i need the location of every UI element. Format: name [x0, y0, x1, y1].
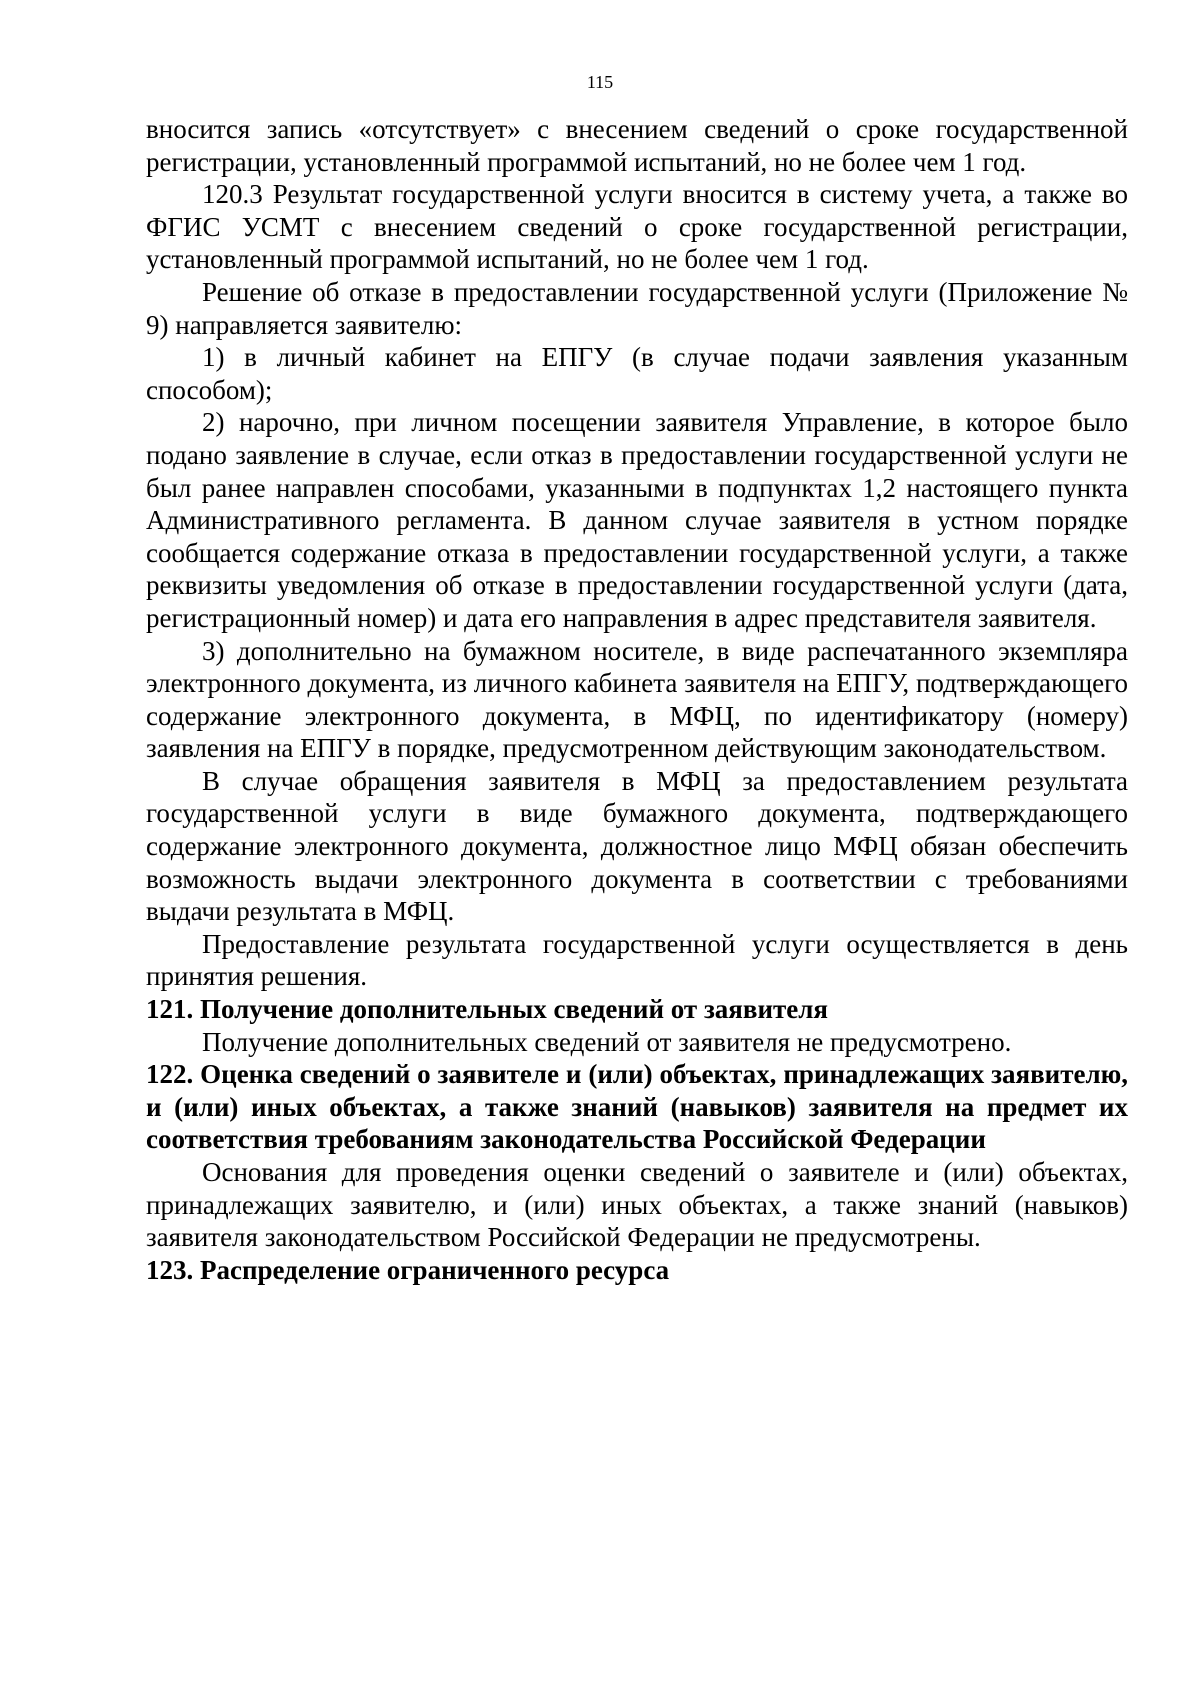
list-item-paragraph: 1) в личный кабинет на ЕПГУ (в случае подачи заявления указанным способом); [146, 342, 1128, 405]
list-item-paragraph: 2) нарочно, при личном посещении заявителя Управление, в которое было подано заявление в случае, если отказ в предоставлении государственной услуги не был ранее направлен способами, указанными в подпунктах 1,2 настоящего пункта Административного регламента. В данном случае заявителя в устном порядке сообщается содержание отказа в предоставлении государственной услуги, а также реквизиты уведомления об отказе в предоставлении государственной услуги (дата, регистрационный номер) и дата его направления в адрес представителя заявителя. [146, 407, 1128, 633]
paragraph: Решение об отказе в предоставлении государственной услуги (Приложение № 9) направляется заявителю: [146, 276, 1128, 340]
section-122-heading: 122. Оценка сведений о заявителе и (или) объектах, принадлежащих заявителю, и (или) иных объектах, а также знаний (навыков) заявителя на предмет их соответствия требованиям законодательства Российской Федерации [146, 1059, 1128, 1155]
paragraph: 120.3 Результат государственной услуги вносится в систему учета, а также во ФГИС УСМТ с внесением сведений о сроке государственной регистрации, установленный программой испытаний, но не более чем 1 год. [146, 179, 1128, 275]
paragraph: В случае обращения заявителя в МФЦ за предоставлением результата государственной услуги в виде бумажного документа, подтверждающего содержание электронного документа, должностное лицо МФЦ обязан обеспечить возможность выдачи электронного документа в соответствии с требованиями выдачи результата в МФЦ. [146, 765, 1128, 927]
list-item-paragraph: 3) дополнительно на бумажном носителе, в виде распечатанного экземпляра электронного документа, из личного кабинета заявителя на ЕПГУ, подтверждающего содержание электронного документа, в МФЦ, по идентификатору (номеру) заявления на ЕПГУ в порядке, предусмотренном действующим законодательством. [146, 635, 1128, 764]
section-123-heading: 123. Распределение ограниченного ресурса [146, 1254, 670, 1285]
page-number: 115 [586, 72, 614, 92]
paragraph: Предоставление результата государственной услуги осуществляется в день принятия решения. [146, 928, 1128, 992]
section-121-heading: 121. Получение дополнительных сведений от заявителя [146, 994, 829, 1025]
section-121-text: Получение дополнительных сведений от заявителя не предусмотрено. [202, 1026, 1012, 1057]
document-body [146, 113, 1128, 1286]
paragraph: вносится запись «отсутствует» с внесением сведений о сроке государственной регистрации, установленный программой испытаний, но не более чем 1 год. [146, 114, 1128, 177]
section-122-text: Основания для проведения оценки сведений о заявителе и (или) объектах, принадлежащих заявителю, и (или) иных объектах, а также знаний (навыков) заявителя законодательством Российской Федерации не предусмотрены. [146, 1157, 1128, 1253]
